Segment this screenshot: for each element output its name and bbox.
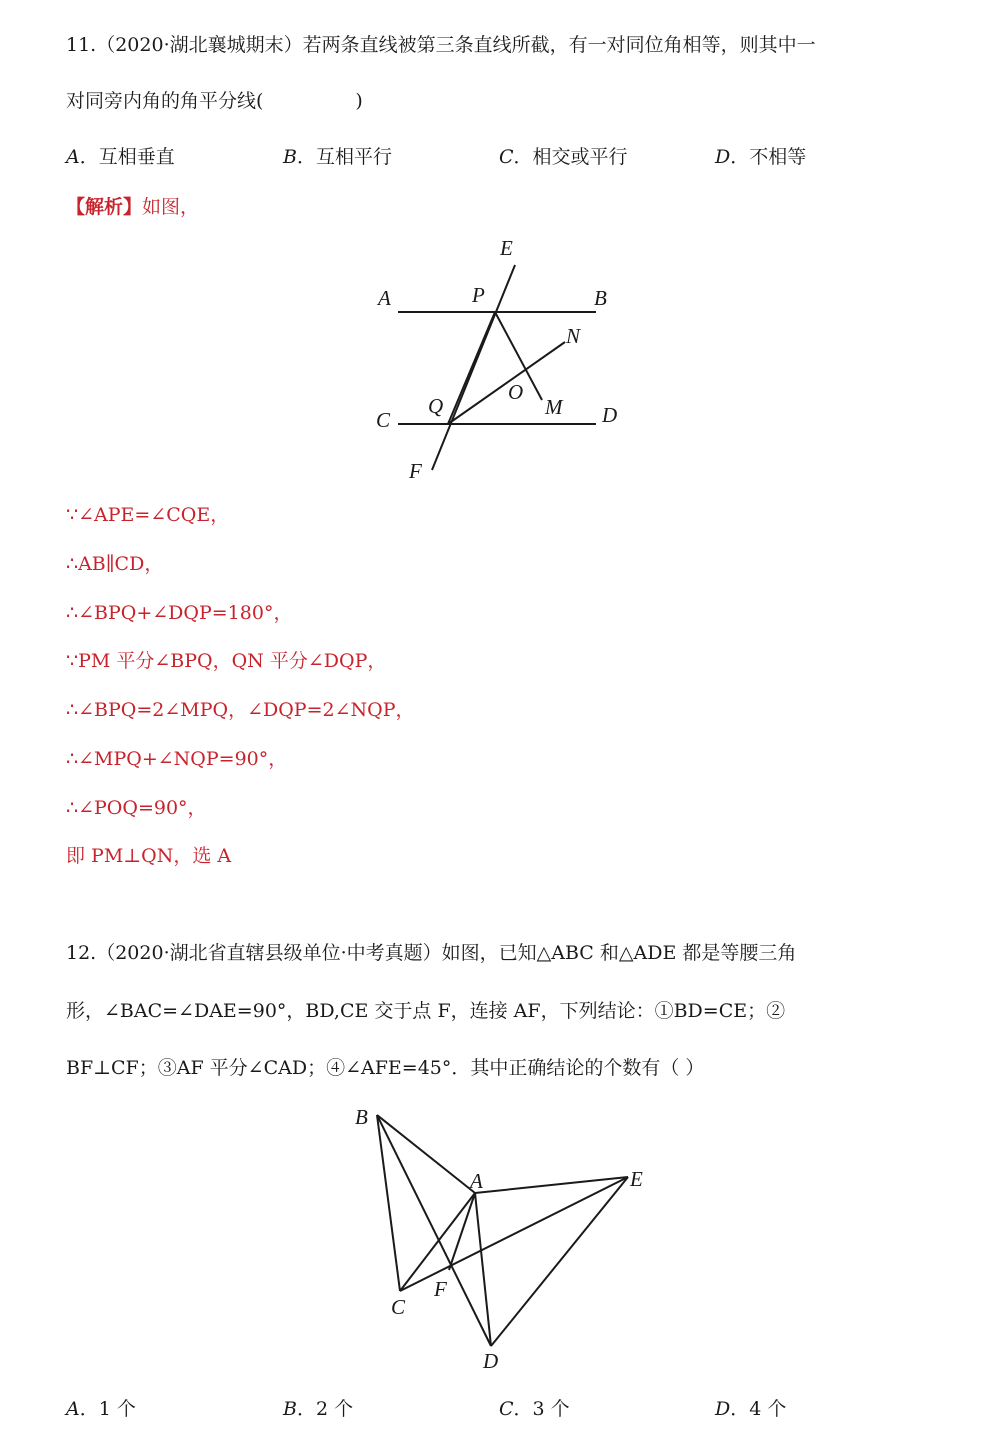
q11-option-c: C．相交或平行 bbox=[499, 146, 628, 168]
label-c: C bbox=[376, 408, 391, 432]
segment-ae bbox=[475, 1177, 628, 1193]
label-f: F bbox=[409, 459, 422, 483]
q11-step-4: ∵PM 平分∠BPQ，QN 平分∠DQP， bbox=[66, 650, 387, 672]
q11-option-b: B．互相平行 bbox=[283, 146, 392, 168]
label-p: P bbox=[472, 283, 485, 307]
q11-step-3: ∴∠BPQ+∠DQP=180°， bbox=[66, 602, 293, 624]
q12-option-a: A．1 个 bbox=[66, 1398, 136, 1420]
q12-option-b: B．2 个 bbox=[283, 1398, 354, 1420]
label-m: M bbox=[545, 395, 563, 419]
q12-stem-line1: 12.（2020·湖北省直辖县级单位·中考真题）如图，已知△ABC 和△ADE 都是等腰三角 bbox=[66, 942, 797, 964]
label-e: E bbox=[500, 236, 513, 260]
q12-stem-line2: 形，∠BAC=∠DAE=90°，BD,CE 交于点 F，连接 AF，下列结论：①BD=CE；② bbox=[66, 1000, 786, 1022]
label-c: C bbox=[391, 1295, 406, 1319]
label-d: D bbox=[602, 403, 618, 427]
q11-stem-line1: 11.（2020·湖北襄城期末）若两条直线被第三条直线所截，有一对同位角相等，则其中一 bbox=[66, 34, 816, 56]
segment-de bbox=[491, 1177, 628, 1346]
q12-option-c: C．3 个 bbox=[499, 1398, 570, 1420]
q11-step-6: ∴∠MPQ+∠NQP=90°， bbox=[66, 748, 288, 770]
q11-stem-line2-end: ) bbox=[355, 90, 363, 112]
label-o: O bbox=[508, 380, 524, 404]
segment-bc bbox=[377, 1115, 400, 1291]
segment-af bbox=[449, 1193, 475, 1270]
q11-step-2: ∴AB∥CD， bbox=[66, 553, 164, 575]
label-n: N bbox=[566, 324, 581, 348]
q11-option-d: D．不相等 bbox=[715, 146, 807, 168]
q11-step-8: 即 PM⊥QN，选 A bbox=[66, 845, 232, 867]
q11-step-5: ∴∠BPQ=2∠MPQ，∠DQP=2∠NQP， bbox=[66, 699, 415, 721]
q11-step-7: ∴∠POQ=90°， bbox=[66, 797, 207, 819]
label-d: D bbox=[483, 1349, 499, 1373]
label-a: A bbox=[470, 1169, 483, 1193]
q11-stem-line2-start: 对同旁内角的角平分线( bbox=[66, 90, 264, 112]
q12-stem-line3: BF⊥CF；③AF 平分∠CAD；④∠AFE=45°．其中正确结论的个数有（ ） bbox=[66, 1057, 705, 1079]
segment-ad bbox=[475, 1193, 491, 1346]
q11-option-a: A．互相垂直 bbox=[66, 146, 175, 168]
analysis-tag: 【解析】 bbox=[66, 196, 143, 218]
segment-ba bbox=[377, 1115, 475, 1193]
q12-option-d: D．4 个 bbox=[715, 1398, 787, 1420]
label-a: A bbox=[378, 286, 391, 310]
label-e: E bbox=[630, 1167, 643, 1191]
q11-step-1: ∵∠APE=∠CQE， bbox=[66, 504, 230, 526]
segment-ce bbox=[400, 1177, 628, 1291]
label-f: F bbox=[434, 1277, 447, 1301]
label-b: B bbox=[594, 286, 607, 310]
label-q: Q bbox=[428, 394, 444, 418]
label-b: B bbox=[355, 1105, 368, 1129]
analysis-intro: 如图， bbox=[142, 196, 200, 218]
